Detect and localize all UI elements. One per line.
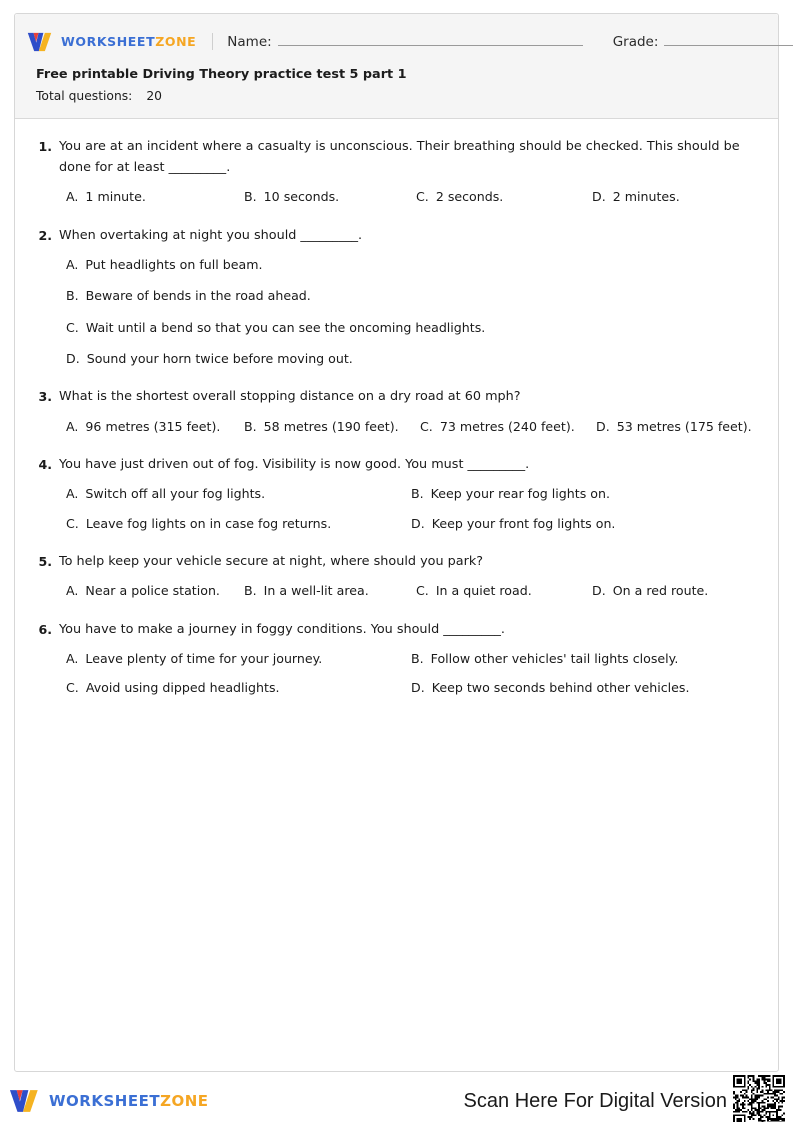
answer-option[interactable] [411, 678, 756, 698]
answer-text: Keep your rear fog lights on. [430, 486, 610, 502]
answer-options [37, 187, 756, 207]
scan-here-label: Scan Here For Digital Version [463, 1089, 727, 1112]
question-text: You have to make a journey in foggy conditions. You should _________. [59, 621, 505, 637]
question-head [37, 552, 756, 573]
question-text: You have just driven out of fog. Visibility is now good. You must _________. [59, 456, 530, 472]
answer-text: In a quiet road. [435, 583, 532, 599]
answer-text: 73 metres (240 feet). [439, 418, 575, 434]
answer-option[interactable] [416, 581, 592, 601]
answer-letter: D. [596, 418, 610, 434]
question-number: 3. [38, 388, 52, 404]
answer-option[interactable] [66, 417, 244, 437]
question-head [37, 620, 756, 641]
answer-letter: A. [66, 651, 79, 667]
header-top-row [15, 14, 778, 58]
answer-letter: A. [66, 189, 79, 205]
grade-field-group [613, 33, 793, 50]
answer-option[interactable] [66, 581, 244, 601]
brand-wordmark-zone: ZONE [155, 34, 197, 49]
question-number: 6. [38, 621, 52, 637]
answer-option[interactable] [66, 514, 411, 534]
answer-text: 1 minute. [85, 189, 146, 205]
answer-options [37, 581, 756, 601]
question-head [37, 137, 756, 178]
answer-letter: C. [416, 583, 429, 599]
answer-text: Near a police station. [85, 583, 220, 599]
answer-option[interactable] [244, 187, 416, 207]
answer-letter: B. [244, 583, 257, 599]
answer-text: 2 minutes. [612, 189, 680, 205]
answer-text: Wait until a bend so that you can see the oncoming headlights. [85, 319, 486, 335]
answer-option[interactable] [411, 514, 756, 534]
answer-text: 58 metres (190 feet). [263, 418, 399, 434]
answer-text: Sound your horn twice before moving out. [86, 350, 353, 366]
question-item [37, 387, 756, 437]
question-item [37, 620, 756, 699]
answer-option[interactable] [420, 417, 596, 437]
total-questions-count: 20 [146, 88, 162, 103]
answer-letter: D. [592, 583, 606, 599]
answer-text: 10 seconds. [263, 189, 340, 205]
qr-code-icon[interactable] [733, 1075, 785, 1122]
answer-letter: B. [66, 288, 79, 304]
answer-text: Avoid using dipped headlights. [85, 680, 280, 696]
total-questions-label: Total questions: [36, 88, 133, 103]
answer-option[interactable] [411, 484, 756, 504]
answer-text: 96 metres (315 feet). [85, 418, 221, 434]
worksheet-zone-logo-icon [27, 31, 54, 53]
total-questions-row [36, 87, 778, 105]
worksheet-header [15, 14, 778, 119]
brand-wordmark [61, 34, 196, 49]
answer-text: Leave plenty of time for your journey. [85, 651, 323, 667]
answer-text: Leave fog lights on in case fog returns. [85, 515, 332, 531]
question-head [37, 387, 756, 408]
answer-letter: D. [66, 350, 80, 366]
name-label: Name: [227, 34, 272, 50]
worksheet-title: Free printable Driving Theory practice test 5 part 1 [36, 67, 407, 82]
question-item [37, 226, 756, 369]
answer-options [37, 484, 756, 533]
answer-option[interactable] [244, 417, 420, 437]
question-text: What is the shortest overall stopping distance on a dry road at 60 mph? [59, 388, 521, 404]
grade-label: Grade: [612, 34, 659, 50]
answer-option[interactable] [66, 318, 756, 338]
answer-text: Keep your front fog lights on. [431, 515, 616, 531]
answer-letter: A. [66, 583, 79, 599]
answer-text: On a red route. [612, 583, 709, 599]
answer-text: 2 seconds. [435, 189, 504, 205]
answer-letter: A. [66, 486, 79, 502]
answer-text: In a well-lit area. [263, 583, 369, 599]
worksheet-card [14, 13, 779, 1072]
worksheet-zone-logo-icon-footer [9, 1088, 41, 1114]
brand-wordmark-worksheet: WORKSHEET [61, 34, 156, 49]
question-head [37, 226, 756, 247]
question-number: 5. [38, 553, 52, 569]
answer-text: Put headlights on full beam. [85, 257, 263, 273]
answer-option[interactable] [66, 255, 756, 275]
footer-brand-wordmark [49, 1092, 209, 1110]
question-number: 2. [38, 227, 52, 243]
answer-text: Keep two seconds behind other vehicles. [431, 680, 690, 696]
footer-wordmark-worksheet: WORKSHEET [49, 1092, 161, 1110]
footer-scan-group [464, 1075, 785, 1122]
answer-letter: D. [411, 680, 425, 696]
answer-option[interactable] [416, 187, 592, 207]
answer-text: Follow other vehicles' tail lights closely. [430, 651, 679, 667]
answer-option[interactable] [66, 349, 756, 369]
answer-letter: C. [66, 319, 79, 335]
header-title-block [15, 58, 778, 105]
worksheet-footer [0, 1080, 793, 1122]
answer-letter: C. [66, 515, 79, 531]
answer-letter: B. [244, 189, 257, 205]
answer-option[interactable] [596, 417, 752, 437]
question-item [37, 552, 756, 602]
question-text: To help keep your vehicle secure at night, where should you park? [59, 553, 484, 569]
questions-list [15, 119, 778, 699]
answer-option[interactable] [66, 286, 756, 306]
answer-letter: B. [411, 486, 424, 502]
answer-letter: A. [66, 257, 79, 273]
answer-option[interactable] [66, 649, 411, 669]
answer-text: Beware of bends in the road ahead. [85, 288, 311, 304]
question-item [37, 455, 756, 534]
answer-option[interactable] [592, 187, 680, 207]
answer-options [37, 417, 756, 437]
answer-text: 53 metres (175 feet). [616, 418, 752, 434]
answer-letter: C. [66, 680, 79, 696]
answer-letter: B. [244, 418, 257, 434]
question-head [37, 455, 756, 476]
name-field-group [227, 33, 582, 50]
question-text: You are at an incident where a casualty is unconscious. Their breathing should be checked. This should be done for at least _________. [59, 139, 740, 175]
footer-brand [9, 1088, 209, 1114]
question-number: 1. [38, 139, 52, 154]
answer-letter: A. [66, 418, 79, 434]
question-item [37, 137, 756, 208]
answer-options [37, 649, 756, 698]
answer-option[interactable] [411, 649, 756, 669]
answer-option[interactable] [66, 484, 411, 504]
footer-wordmark-zone: ZONE [160, 1092, 209, 1110]
grade-input-line[interactable] [664, 33, 793, 46]
answer-letter: C. [420, 418, 433, 434]
answer-letter: B. [411, 651, 424, 667]
answer-letter: D. [592, 189, 606, 205]
answer-options [37, 255, 756, 369]
answer-option[interactable] [66, 187, 244, 207]
name-input-line[interactable] [278, 33, 583, 46]
answer-option[interactable] [244, 581, 416, 601]
question-text: When overtaking at night you should _________. [59, 227, 363, 243]
answer-text: Switch off all your fog lights. [85, 486, 266, 502]
answer-option[interactable] [592, 581, 708, 601]
question-number: 4. [38, 456, 52, 472]
answer-option[interactable] [66, 678, 411, 698]
answer-letter: C. [416, 189, 429, 205]
answer-letter: D. [411, 515, 425, 531]
header-divider [212, 33, 213, 50]
